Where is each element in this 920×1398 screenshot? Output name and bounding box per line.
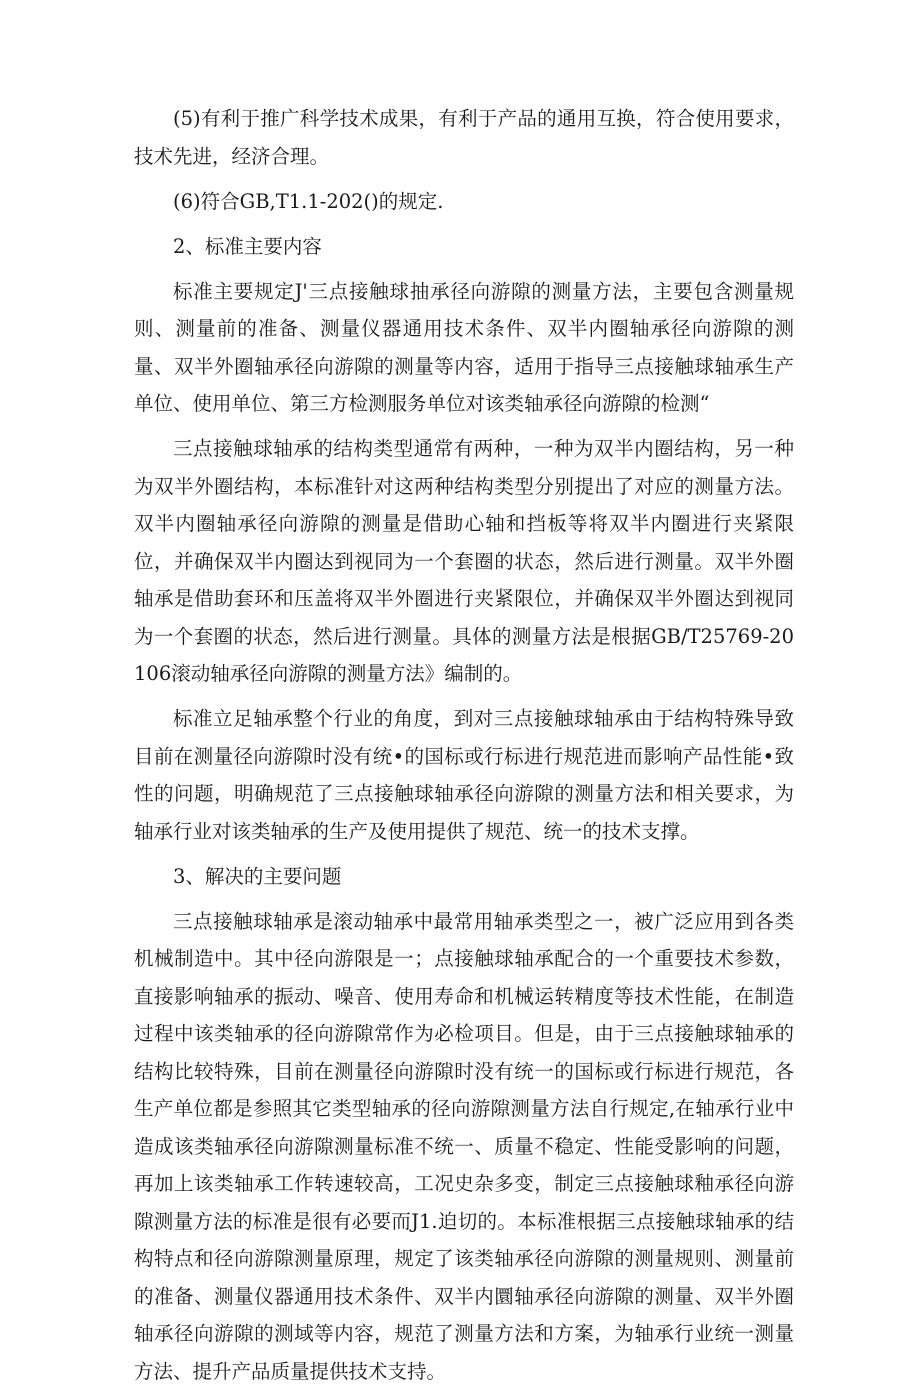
paragraph-structure-types: 三点接触球轴承的结构类型通常有两种，一种为双半内圈结构，另一种为双半外圈结构，本标准针对这两种结构类型分别提出了对应的测量方法。双半内圈轴承径向游隙的测量是借助心轴和挡板等将双半内圈进行夹紧限位，并确保双半内圈达到视同为一个套圈的状态，然后进行测量。双半外圈轴承是借助套环和压盖将双半外圈进行夹紧限位，并确保双半外圈达到视同为一个套圈的状态，然后进行测量。具体的测量方法是根据GB/T25769-20106滚动轴承径向游隙的测量方法》编制的。: [134, 437, 794, 685]
paragraph-main-problems: 三点接触球轴承是滚动轴承中最常用轴承类型之一，被广泛应用到各类机械制造中。其中径向游限是一；点接触球轴承配合的一个重要技术参数，直接影响轴承的振动、噪音、使用寿命和机械运转精度等技术性能，在制造过程中该类轴承的径向游隙常作为必检项目。但是，由于三点接触球轴承的结构比较特殊，目前在测量径向游隙时没有统一的国标或行标进行规范，各生产单位都是参照其它类型轴承的径向游隙测量方法自行规定,在轴承行业中造成该类轴承径向游隙测量标准不统一、质量不稳定、性能受影响的问题，再加上该类轴承工作转速较高，工况史杂多变，制定三点接触球釉承径向游隙测量方法的标准是很有必要而J1.迫切的。本标准根据三点接触球轴承的结构特点和径向游隙测量原理，规定了该类轴承径向游隙的测量规则、测量前的准备、测量仪器通用技术条件、双半内圜轴承径向游隙的测量、双半外圈轴承径向游隙的测域等内容，规范了测量方法和方案，为轴承行业统一测量方法、提升产品质量提供技术支持。: [134, 909, 794, 1383]
section-heading-3: 3、解决的主要问题: [173, 864, 342, 888]
paragraph-item-6: (6)符合GB,T1.1-202()的规定.: [173, 189, 444, 213]
paragraph-industry-perspective: 标准立足轴承整个行业的角度，到对三点接触球轴承由于结构特殊导致目前在测量径向游隙时没有统•的国标或行标进行规范进而影响产品性能•致性的问题，明确规范了三点接触球轴承径向游隙的测量方法和相关要求，为轴承行业对该类轴承的生产及使用提供了规范、统一的技术支撑。: [134, 707, 794, 843]
document-body: [134, 100, 794, 1398]
section-heading-2: 2、标准主要内容: [173, 234, 322, 258]
paragraph-standard-content: 标准主要规定J'三点接触球抽承径向游隙的测量方法，主要包含测量规则、测量前的准备、测量仪器通用技术条件、双半内圈轴承径向游隙的测量、双半外圈轴承径向游隙的测量等内容，适用于指导三点接触球轴承生产单位、使用单位、第三方检测服务单位对该类轴承径向游隙的检测“: [134, 279, 794, 415]
paragraph-item-5: (5)有利于推广科学技术成果，有利于产品的通用互换，符合使用要求，技术先进，经济合理。: [134, 107, 794, 168]
